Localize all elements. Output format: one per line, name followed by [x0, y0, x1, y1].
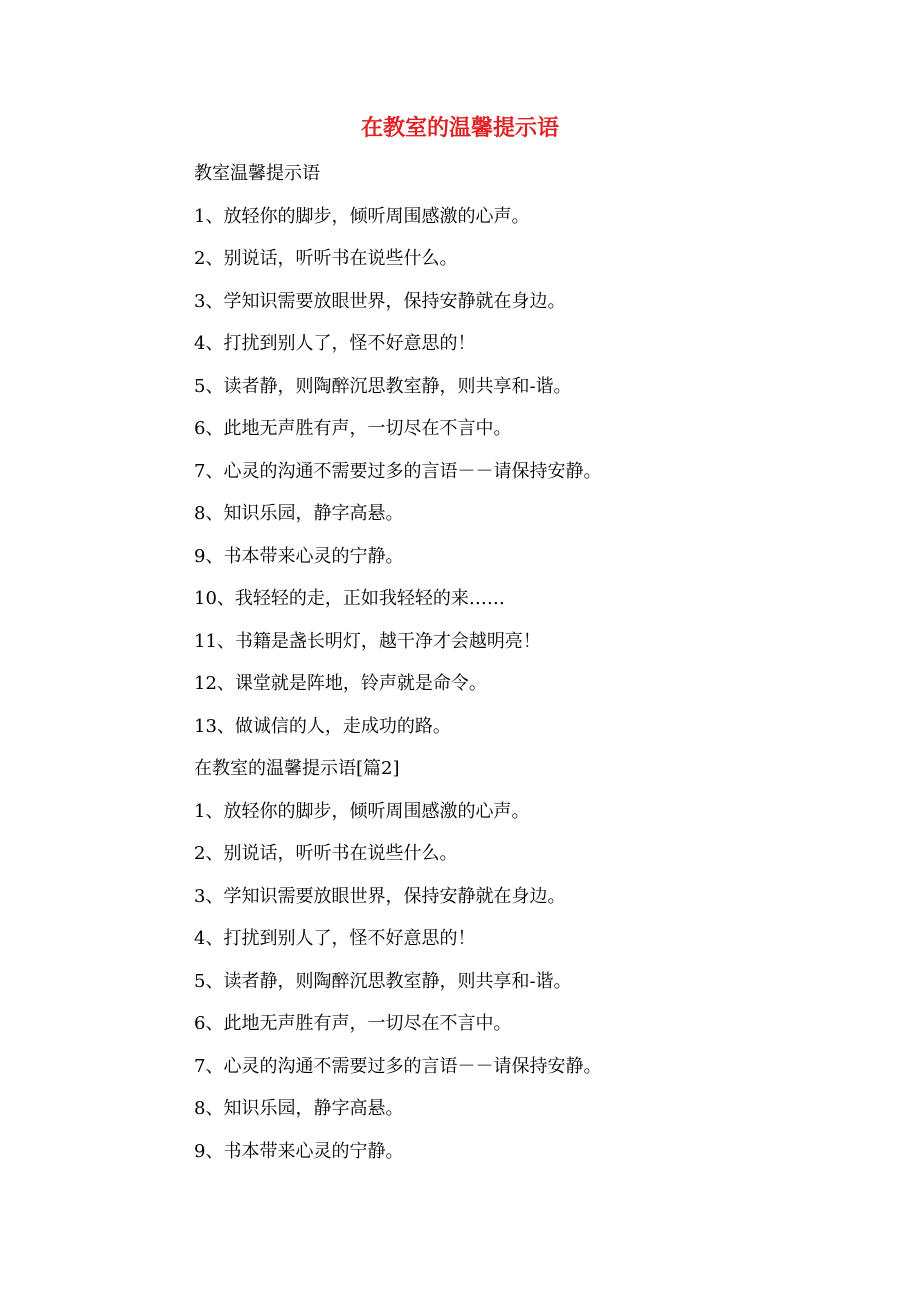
list-item: 5、读者静，则陶醉沉思教室静，则共享和-谐。	[194, 970, 572, 992]
list-item: 10、我轻轻的走，正如我轻轻的来……	[194, 588, 505, 609]
list-item: 9、书本带来心灵的宁静。	[194, 545, 404, 567]
list-item: 11、书籍是盏长明灯，越干净才会越明亮！	[194, 630, 541, 652]
list-item: 7、心灵的沟通不需要过多的言语－－请保持安静。	[194, 460, 602, 482]
page-title: 在教室的温馨提示语	[360, 115, 559, 141]
list-item: 5、读者静，则陶醉沉思教室静，则共享和-谐。	[194, 375, 572, 397]
list-item: 8、知识乐园，静字高悬。	[194, 503, 404, 524]
list-item: 6、此地无声胜有声，一切尽在不言中。	[194, 418, 512, 439]
list-item: 4、打扰到别人了，怪不好意思的！	[194, 333, 476, 354]
list-item: 3、学知识需要放眼世界，保持安静就在身边。	[194, 290, 566, 312]
list-item: 3、学知识需要放眼世界，保持安静就在身边。	[194, 885, 566, 907]
list-item: 1、放轻你的脚步，倾听周围感激的心声。	[194, 800, 530, 822]
list-item: 12、课堂就是阵地，铃声就是命令。	[194, 673, 487, 694]
list-item: 2、别说话，听听书在说些什么。	[194, 843, 458, 864]
list-item: 6、此地无声胜有声，一切尽在不言中。	[194, 1013, 512, 1034]
list-item: 8、知识乐园，静字高悬。	[194, 1098, 404, 1119]
list-item: 13、做诚信的人，走成功的路。	[194, 715, 451, 737]
section-heading-2: 在教室的温馨提示语[篇2]	[194, 758, 400, 779]
list-item: 7、心灵的沟通不需要过多的言语－－请保持安静。	[194, 1055, 602, 1077]
list-item: 2、别说话，听听书在说些什么。	[194, 248, 458, 269]
list-item: 9、书本带来心灵的宁静。	[194, 1140, 404, 1162]
list-item: 1、放轻你的脚步，倾听周围感激的心声。	[194, 205, 530, 227]
section-heading-1: 教室温馨提示语	[194, 163, 320, 184]
list-item: 4、打扰到别人了，怪不好意思的！	[194, 928, 476, 949]
document-body	[194, 158, 834, 1178]
